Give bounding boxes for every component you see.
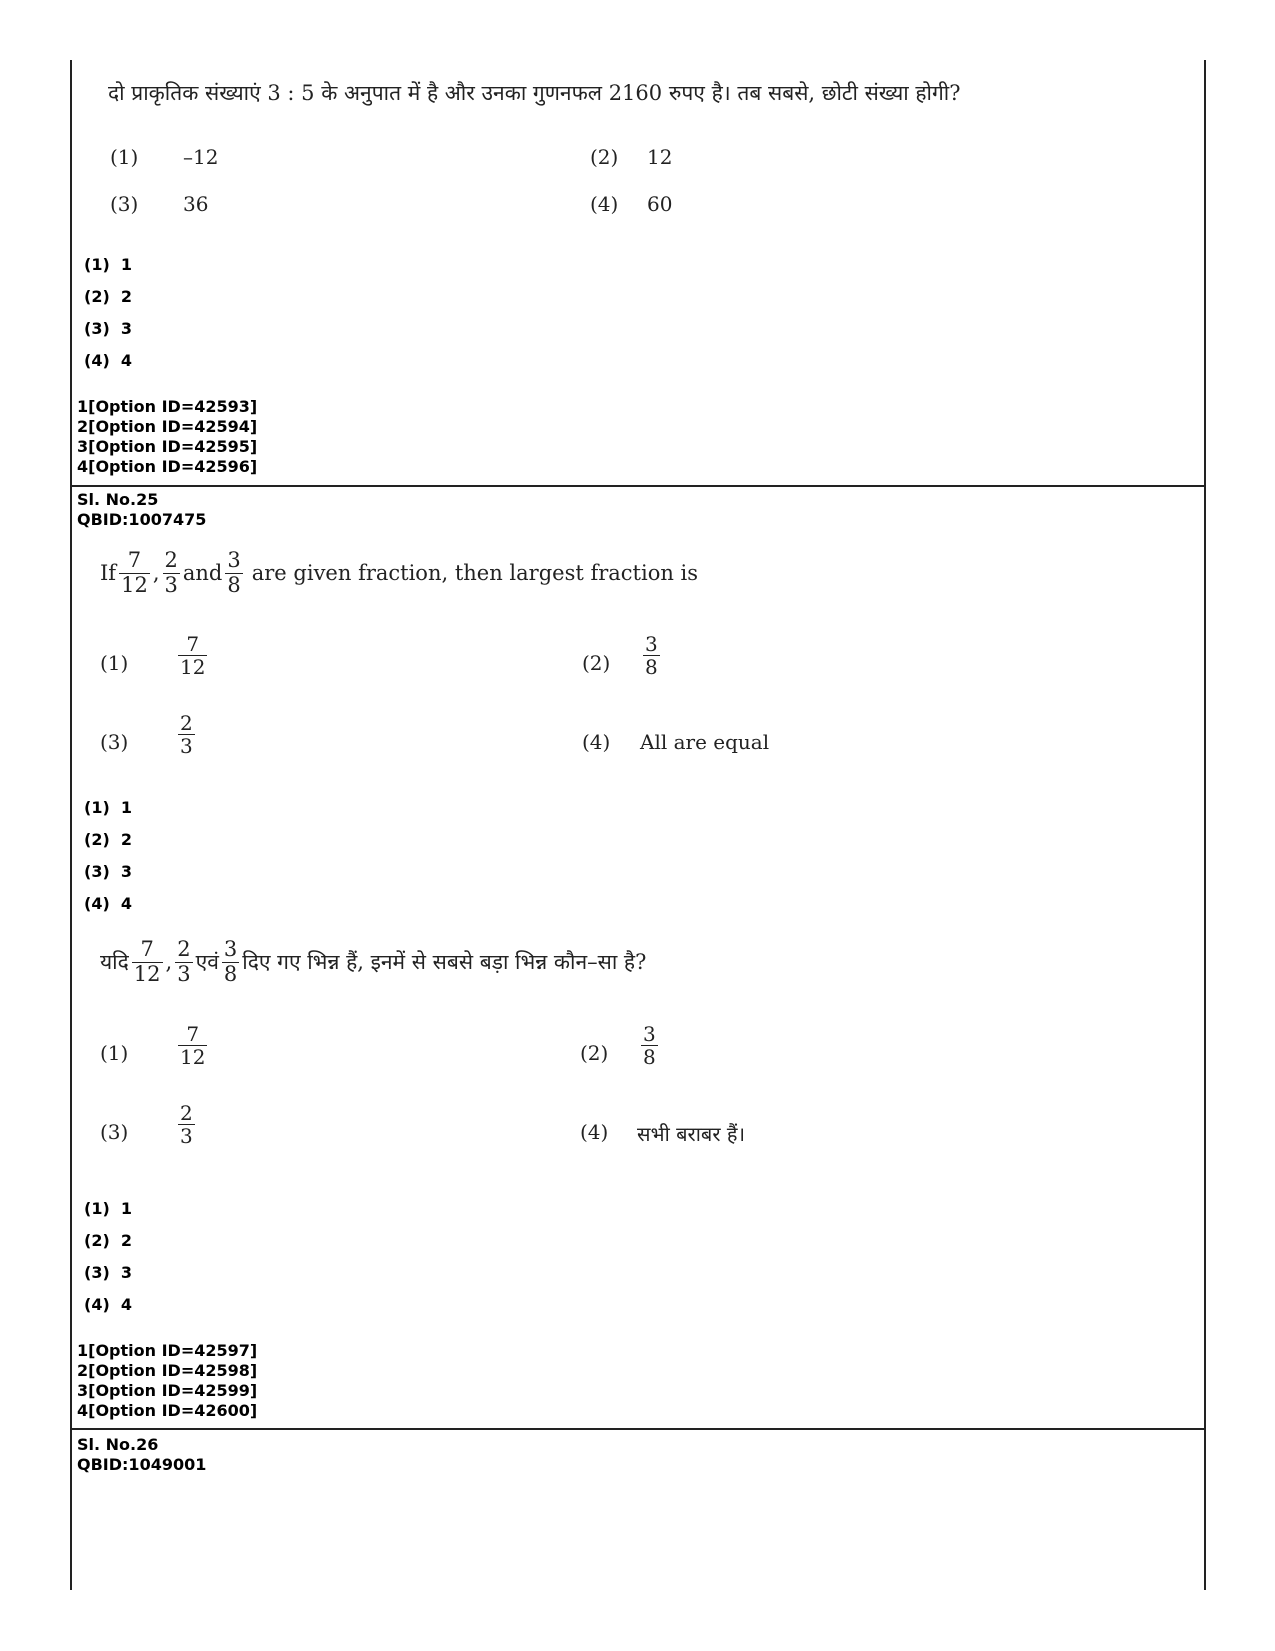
answer-choice[interactable]: (1) 1 [84, 1199, 133, 1218]
option-id-line: 1[Option ID=42597] [77, 1341, 258, 1360]
answer-choice[interactable]: (4) 4 [84, 894, 133, 913]
option-number: (1) [100, 651, 129, 675]
answer-choice[interactable]: (1) 1 [84, 798, 133, 817]
page-frame-right [1204, 60, 1206, 1590]
answer-choice[interactable]: (2) 2 [84, 830, 133, 849]
question-divider [70, 1428, 1206, 1430]
option-number: (4) [590, 192, 619, 216]
option-id-line: 4[Option ID=42600] [77, 1401, 258, 1420]
question-divider [70, 485, 1206, 487]
option-fraction: $\frac{3}{8}$ [645, 632, 658, 679]
fraction: $\frac{2}{3}$ [177, 937, 191, 986]
option-number: (3) [100, 730, 129, 754]
option-number: (4) [580, 1120, 609, 1144]
fraction: $\frac{7}{12}$ [121, 548, 148, 597]
question-text-english: If $\frac{7}{12}$ , $\frac{2}{3}$ and $\frac{3}{8}$ are given fraction, then largest fraction is [100, 548, 699, 597]
option-value: सभी बराबर हैं। [637, 1122, 746, 1146]
option-fraction: $\frac{3}{8}$ [643, 1022, 656, 1069]
option-value: –12 [183, 145, 219, 169]
answer-choice[interactable]: (3) 3 [84, 862, 133, 881]
fraction: $\frac{3}{8}$ [223, 937, 238, 986]
serial-number: Sl. No.25 [77, 490, 159, 509]
question-text-hindi: दो प्राकृतिक संख्याएं 3 : 5 के अनुपात में है और उनका गुणनफल 2160 रुपए है। तब सबसे, छोटी संख्या होगी? [108, 81, 961, 105]
qbid: QBID:1049001 [77, 1455, 207, 1474]
option-number: (3) [100, 1120, 129, 1144]
answer-choice[interactable]: (2) 2 [84, 1231, 133, 1250]
serial-number: Sl. No.26 [77, 1435, 159, 1454]
option-fraction: $\frac{2}{3}$ [180, 711, 193, 758]
answer-choice[interactable]: (3) 3 [84, 1263, 133, 1282]
option-fraction: $\frac{7}{12}$ [180, 632, 206, 679]
option-id-line: 3[Option ID=42599] [77, 1381, 258, 1400]
answer-choice[interactable]: (4) 4 [84, 351, 133, 370]
option-value: All are equal [640, 730, 770, 754]
option-value: 60 [647, 192, 673, 216]
option-number: (1) [110, 145, 139, 169]
qbid: QBID:1007475 [77, 510, 207, 529]
option-number: (4) [582, 730, 611, 754]
option-number: (2) [582, 651, 611, 675]
option-id-line: 4[Option ID=42596] [77, 457, 258, 476]
option-id-line: 1[Option ID=42593] [77, 397, 258, 416]
option-number: (2) [580, 1041, 609, 1065]
option-number: (1) [100, 1041, 129, 1065]
option-fraction: $\frac{2}{3}$ [180, 1101, 193, 1148]
answer-choice[interactable]: (4) 4 [84, 1295, 133, 1314]
fraction: $\frac{7}{12}$ [133, 937, 161, 986]
fraction: $\frac{2}{3}$ [164, 548, 178, 597]
fraction: $\frac{3}{8}$ [227, 548, 241, 597]
answer-choice[interactable]: (1) 1 [84, 255, 133, 274]
option-id-line: 2[Option ID=42594] [77, 417, 258, 436]
option-number: (2) [590, 145, 619, 169]
page-frame-left [70, 60, 72, 1590]
option-number: (3) [110, 192, 139, 216]
option-id-line: 2[Option ID=42598] [77, 1361, 258, 1380]
option-value: 36 [183, 192, 209, 216]
option-fraction: $\frac{7}{12}$ [180, 1022, 206, 1069]
option-value: 12 [647, 145, 673, 169]
answer-choice[interactable]: (2) 2 [84, 287, 133, 306]
option-id-line: 3[Option ID=42595] [77, 437, 258, 456]
question-text-hindi: यदि $\frac{7}{12}$ , $\frac{2}{3}$ एवं $\frac{3}{8}$ दिए गए भिन्न हैं, इनमें से सबसे बड़ा भिन्न कौन–सा है? [100, 937, 647, 986]
answer-choice[interactable]: (3) 3 [84, 319, 133, 338]
